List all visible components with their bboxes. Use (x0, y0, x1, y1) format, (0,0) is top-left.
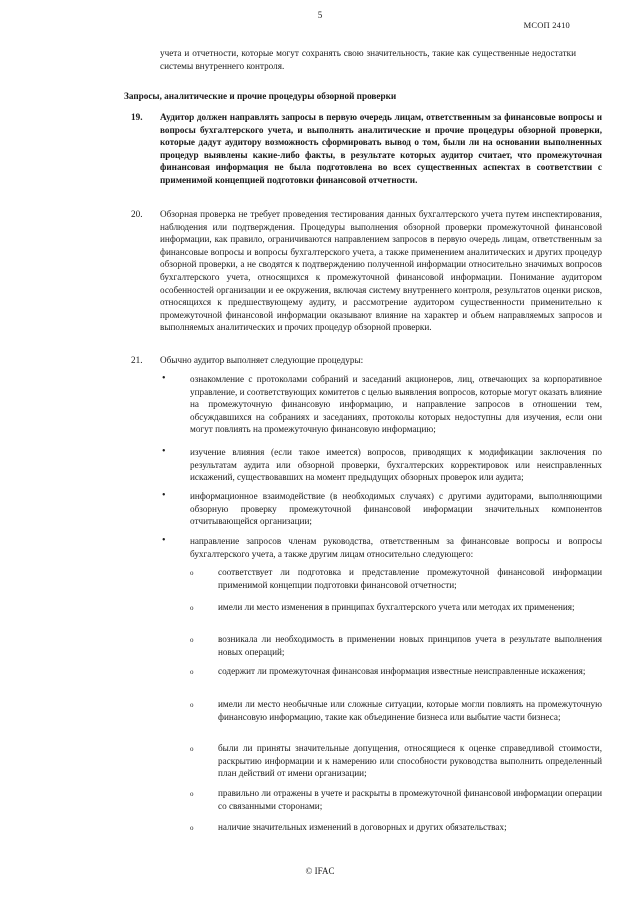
bullet-icon: • (162, 535, 166, 546)
paragraph-number: 19. (131, 112, 143, 122)
sub-list-item: возникала ли необходимость в применении новых принципов учета в результате выполнения новых операций; (218, 634, 602, 657)
bullet-icon: • (162, 490, 166, 501)
sub-list-item: имели ли место необычные или сложные ситуации, которые могли повлиять на промежуточную финансовую информацию, такие как объединение бизнеса или выбытие части бизнеса; (218, 699, 602, 722)
paragraph-21: Обычно аудитор выполняет следующие процедуры: (160, 355, 364, 365)
circle-bullet-icon: o (190, 569, 194, 577)
sub-list-item: содержит ли промежуточная финансовая информация известные неисправленные искажения; (218, 666, 586, 676)
list-item: информационное взаимодействие (в необходимых случаях) с другими аудиторами, выполняющими обзорную проверку промежуточной финансовой информации значительных компонентов отчитывающейся организации; (190, 491, 602, 527)
circle-bullet-icon: o (190, 824, 194, 832)
bullet-icon: • (162, 373, 166, 384)
intro-continuation: учета и отчетности, которые могут сохранять свою значительность, такие как существенные недостатки системы внутреннего контроля. (160, 48, 576, 71)
document-code: МСОП 2410 (523, 20, 570, 30)
circle-bullet-icon: o (190, 668, 194, 676)
sub-list-item: правильно ли отражены в учете и раскрыты в промежуточной финансовой информации операции со связанными сторонами; (218, 788, 602, 811)
paragraph-20: Обзорная проверка не требует проведения тестирования данных бухгалтерского учета путем инспектирования, наблюдения или подтверждения. Процедуры выполнения обзорной проверки промежуточной финансовой информации, как правило, ограничиваются направлением запросов в первую очередь лицам, ответственным за финансовые вопросы и вопросы бухгалтерского учета, а также применением аналитических и других процедур обзорной проверки, а не сводятся к подтверждению полученной информации относительно значимых вопросов бухгалтерского учета, относящихся к промежуточной финансовой информации. Понимание аудитором особенностей организации и ее окружения, включая систему внутреннего контроля, результатов оценки рисков, относящихся к предшествующему аудиту, и рассмотрение аудитором существенности применительно к промежуточной финансовой информации оказывают влияние на характер и объем направляемых запросов и выполняемых аналитических и прочих процедур обзорной проверки. (160, 209, 602, 333)
list-item: ознакомление с протоколами собраний и заседаний акционеров, лиц, отвечающих за корпоративное управление, и соответствующих комитетов с целью выявления вопросов, которые могут оказать влияние на промежуточную финансовую информацию, и направление запросов в отношении тем, обсуждавшихся на собраниях и заседаниях, протоколы которых недоступны для изучения, если они могут повлиять на промежуточную финансовую информацию; (190, 374, 602, 435)
list-item: изучение влияния (если такое имеется) вопросов, приводящих к модификации заключения по результатам аудита или обзорной проверки, бухгалтерских корректировок или неисправленных искажений, существовавших на момент предыдущих обзорных проверок или аудита; (190, 447, 602, 483)
paragraph-number: 21. (131, 355, 143, 365)
bullet-icon: • (162, 446, 166, 457)
sub-list-item: имели ли место изменения в принципах бухгалтерского учета или методах их применения; (218, 602, 575, 612)
copyright-footer: © IFAC (305, 866, 335, 876)
list-item: направление запросов членам руководства, ответственным за финансовые вопросы и вопросы бухгалтерского учета, а также другим лицам относительно следующего: (190, 536, 602, 559)
page-number: 5 (317, 10, 323, 20)
circle-bullet-icon: o (190, 790, 194, 798)
sub-list-item: соответствует ли подготовка и представление промежуточной финансовой информации применимой концепции подготовки финансовой отчетности; (218, 567, 602, 590)
circle-bullet-icon: o (190, 701, 194, 709)
sub-list-item: наличие значительных изменений в договорных и других обязательствах; (218, 822, 507, 832)
circle-bullet-icon: o (190, 636, 194, 644)
paragraph-number: 20. (131, 209, 143, 219)
paragraph-19: Аудитор должен направлять запросы в первую очередь лицам, ответственным за финансовые вопросы и вопросы бухгалтерского учета, и выполнять аналитические и прочие процедуры обзорной проверки, которые дадут аудитору возможность сформировать вывод о том, были ли на основании выполненных процедур выявлены какие-либо факты, в результате которых аудитор считает, что промежуточная финансовая информация не была подготовлена во всех существенных аспектах в соответствии с применимой концепцией подготовки финансовой отчетности. (160, 112, 602, 185)
sub-list-item: были ли приняты значительные допущения, относящиеся к оценке справедливой стоимости, раскрытию информации и к намерению или способности руководства выполнить определенный план действий от имени организации; (218, 743, 602, 779)
section-heading: Запросы, аналитические и прочие процедуры обзорной проверки (124, 91, 397, 101)
circle-bullet-icon: o (190, 745, 194, 753)
circle-bullet-icon: o (190, 604, 194, 612)
